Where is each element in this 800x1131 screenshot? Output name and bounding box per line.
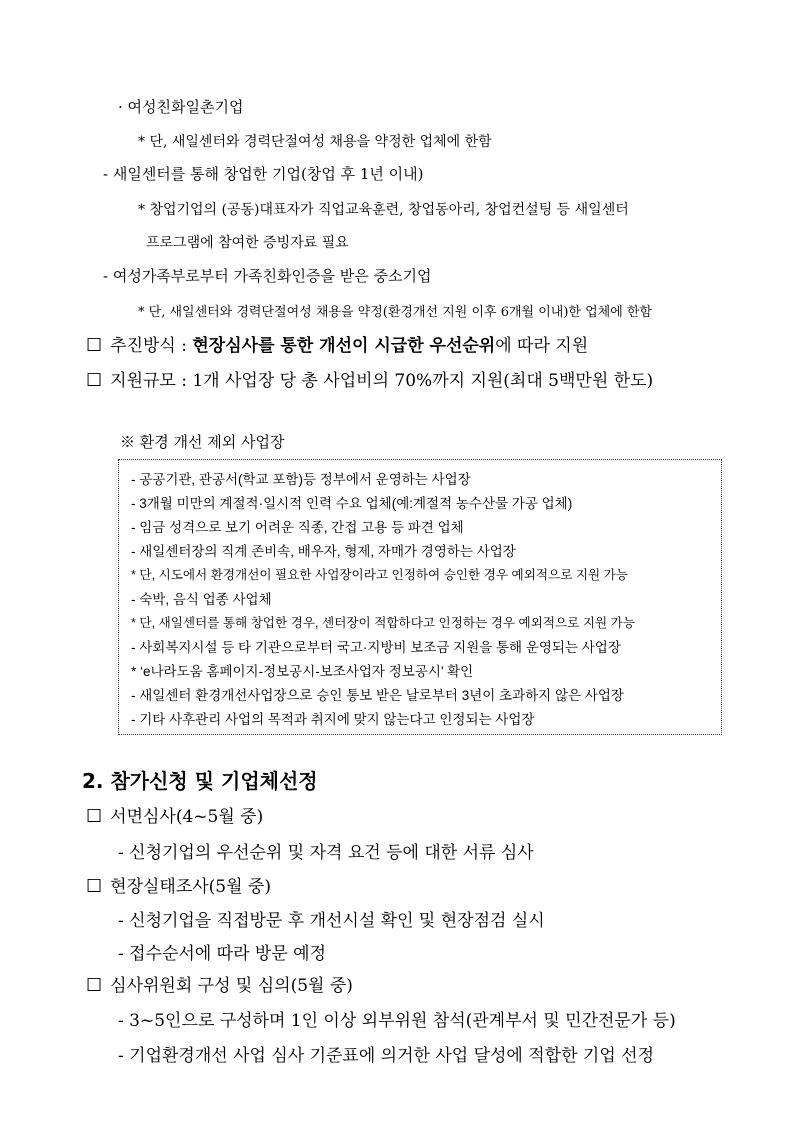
note-1: * 단, 새일센터와 경력단절여성 채용을 약정한 업체에 한함 [138, 134, 492, 150]
dash-family: - 여성가족부로부터 가족친화인증을 받은 중소기업 [103, 267, 432, 285]
dash-startup: - 새일센터를 통해 창업한 기업(창업 후 1년 이내) [103, 165, 424, 183]
doc-review-label: 서면심사(4~5월 중) [110, 807, 264, 827]
excluded-note: * ‘e나라도움 홈페이지-정보공시-보조사업자 정보공시’ 확인 [131, 664, 474, 679]
note-2b: 프로그램에 참여한 증빙자료 필요 [146, 235, 349, 251]
excluded-item: - 새일센터 환경개선사업장으로 승인 통보 받은 날로부터 3년이 초과하지 않은 사업장 [131, 688, 624, 703]
committee-label: 심사위원회 구성 및 심의(5월 중) [110, 976, 353, 996]
excluded-item: - 숙박, 음식 업종 사업체 [131, 592, 272, 607]
site-survey-desc-2: - 접수순서에 따라 방문 예정 [118, 944, 327, 964]
checkbox-icon: ☐ [86, 876, 103, 897]
committee-desc-1: - 3~5인으로 구성하며 1인 이상 외부위원 참석(관계부서 및 민간전문가 등) [118, 1011, 676, 1031]
scale-text: 지원규모 : 1개 사업장 당 총 사업비의 70%까지 지원(최대 5백만원 한도) [110, 371, 654, 391]
scale-line [86, 366, 653, 391]
excluded-note: * 단, 시도에서 환경개선이 필요한 사업장이라고 인정하여 승인한 경우 예외적으로 지원 가능 [131, 568, 629, 582]
doc-review-desc: - 신청기업의 우선순위 및 자격 요건 등에 대한 서류 심사 [118, 843, 534, 863]
section-title: 2. 참가신청 및 기업체선정 [82, 769, 318, 793]
checkbox-icon: ☐ [86, 335, 103, 356]
site-survey-line [86, 872, 271, 897]
excluded-item: - 공공기관, 관공서(학교 포함)등 정부에서 운영하는 사업장 [131, 472, 471, 487]
excluded-note: * 단, 새일센터를 통해 창업한 경우, 센터장이 적합하다고 인정하는 경우 예외적으로 지원 가능 [131, 616, 636, 630]
note-3: * 단, 새일센터와 경력단절여성 채용을 약정(환경개선 지원 이후 6개월 이내)한 업체에 한함 [138, 305, 653, 320]
excluded-item: - 3개월 미만의 계절적·일시적 인력 수요 업체(예:계절적 농수산물 가공 업체) [131, 496, 573, 511]
committee-desc-2: - 기업환경개선 사업 심사 기준표에 의거한 사업 달성에 적합한 기업 선정 [118, 1046, 655, 1066]
note-2a: * 창업기업의 (공동)대표자가 직업교육훈련, 창업동아리, 창업컨설팅 등 새일센터 [138, 202, 629, 218]
excluded-box [118, 459, 722, 735]
checkbox-icon: ☐ [86, 975, 103, 996]
checkbox-icon: ☐ [86, 806, 103, 827]
method-line [86, 331, 588, 356]
excluded-title: ※ 환경 개선 제외 사업장 [120, 433, 285, 451]
site-survey-label: 현장실태조사(5월 중) [110, 877, 272, 897]
method-bold: 현장심사를 통한 개선이 시급한 우선순위 [192, 336, 496, 356]
doc-review-line [86, 802, 263, 827]
checkbox-icon: ☐ [86, 370, 103, 391]
excluded-item: - 사회복지시설 등 타 기관으로부터 국고·지방비 보조금 지원을 통해 운영되는 사업장 [131, 640, 621, 655]
excluded-item: - 새일센터장의 직계 존비속, 배우자, 형제, 자매가 경영하는 사업장 [131, 544, 516, 559]
bullet-yeoseong: · 여성친화일촌기업 [118, 98, 244, 116]
excluded-item: - 기타 사후관리 사업의 목적과 취지에 맞지 않는다고 인정되는 사업장 [131, 712, 535, 727]
site-survey-desc-1: - 신청기업을 직접방문 후 개선시설 확인 및 현장점검 실시 [118, 911, 545, 931]
committee-line [86, 971, 353, 996]
method-label: 추진방식 : [110, 336, 193, 356]
excluded-item: - 임금 성격으로 보기 어려운 직종, 간접 고용 등 파견 업체 [131, 520, 464, 535]
method-tail: 에 따라 지원 [495, 336, 589, 356]
